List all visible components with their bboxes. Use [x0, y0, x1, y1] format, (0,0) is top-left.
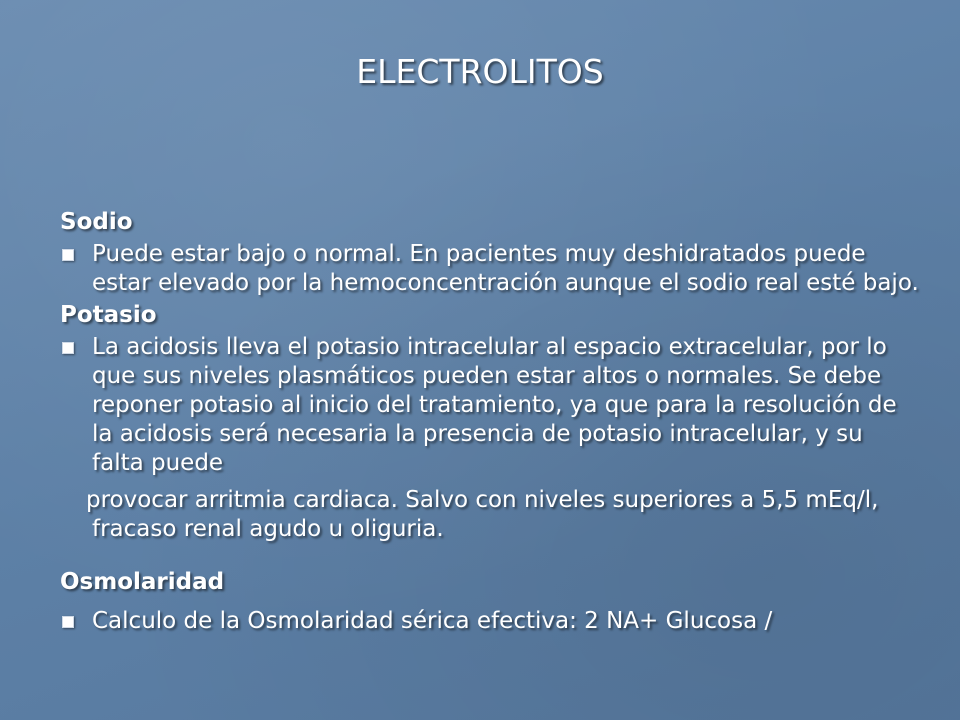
- section-heading-osmolaridad: Osmolaridad: [60, 569, 225, 595]
- section-heading-sodio: Sodio: [60, 209, 133, 235]
- spacer: [60, 544, 920, 568]
- bullet-text: Puede estar bajo o normal. En pacientes muy deshidratados puede estar elevado por la hemoconcentración aunque el sodio real esté bajo.: [92, 241, 919, 296]
- bullet-item-sodio: [60, 240, 920, 298]
- square-bullet-icon: [62, 249, 74, 261]
- bullet-item-potasio: [60, 333, 920, 478]
- slide-title: ELECTROLITOS: [356, 52, 604, 91]
- section-heading-potasio: Potasio: [60, 302, 157, 328]
- bullet-text: Calculo de la Osmolaridad sérica efectiva: 2 NA+ Glucosa /: [92, 608, 773, 634]
- square-bullet-icon: [62, 342, 74, 354]
- bullet-continuation-text: provocar arritmia cardiaca. Salvo con niveles superiores a 5,5 mEq/l, fracaso renal agudo u oliguria.: [86, 487, 879, 542]
- square-bullet-icon: [62, 616, 74, 628]
- slide-content: [60, 208, 920, 639]
- bullet-text: La acidosis lleva el potasio intracelular al espacio extracelular, por lo que sus niveles plasmáticos pueden estar altos o normales. Se debe reponer potasio al inicio del tratamiento, ya que para la resolución de la acidosis será necesaria la presencia de potasio intracelular, y su falta puede: [92, 334, 897, 476]
- bullet-item-osmolaridad: [60, 607, 920, 636]
